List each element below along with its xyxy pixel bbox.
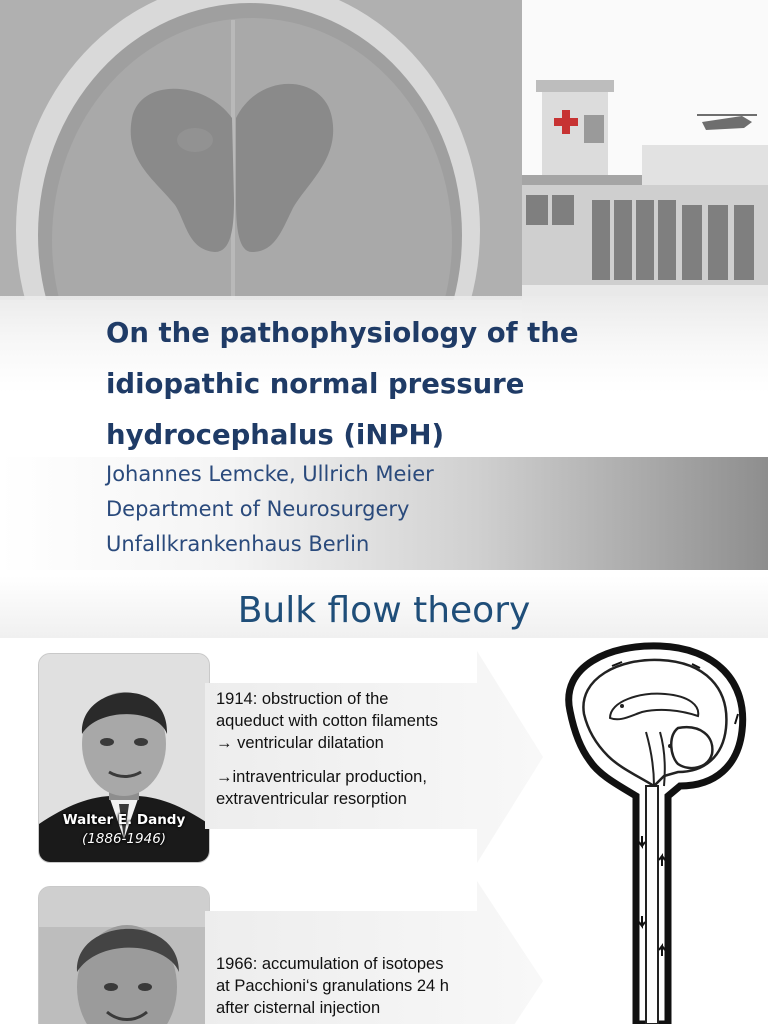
box2-text-block <box>216 953 449 1019</box>
box2-line-3: after cisternal injection <box>216 999 381 1017</box>
title-line-1: On the pathophysiology of the <box>106 317 579 349</box>
authors-text: Johannes Lemcke, Ullrich Meier <box>106 462 434 486</box>
institution-text: Unfallkrankenhaus Berlin <box>106 532 370 556</box>
building-graphic <box>522 0 768 345</box>
box2-line-1: 1966: accumulation of isotopes <box>216 955 444 973</box>
hospital-building-image <box>522 0 768 345</box>
department-text: Department of Neurosurgery <box>106 497 410 521</box>
title-line-2: idiopathic normal pressure <box>106 368 525 400</box>
brain-spinal-cord-diagram <box>550 636 750 1024</box>
ct-scan-image <box>0 0 522 300</box>
title-line-3: hydrocephalus (iNPH) <box>106 419 445 451</box>
box2-line-2: at Pacchioni‘s granulations 24 h <box>216 977 449 995</box>
box1-line-5: extraventricular resorption <box>216 790 407 808</box>
box1-line-3: → ventricular dilatation <box>216 734 384 752</box>
slide2-title: Bulk flow theory <box>237 590 531 631</box>
box1-text-block <box>216 688 438 810</box>
portrait-years: (1886-1946) <box>81 831 167 847</box>
box1-line-1: 1914: obstruction of the <box>216 690 389 708</box>
portrait-name: Walter E. Dandy <box>62 812 186 828</box>
box1-line-2: aqueduct with cotton filaments <box>216 712 438 730</box>
bulk-flow-slide <box>0 576 768 1024</box>
dandy-portrait <box>38 653 210 863</box>
box1-line-4: →intraventricular production, <box>216 768 427 786</box>
second-portrait <box>38 886 210 1024</box>
ct-scan-graphic <box>0 0 522 300</box>
presentation-title <box>106 308 746 461</box>
portrait-graphic-2 <box>39 887 209 1024</box>
